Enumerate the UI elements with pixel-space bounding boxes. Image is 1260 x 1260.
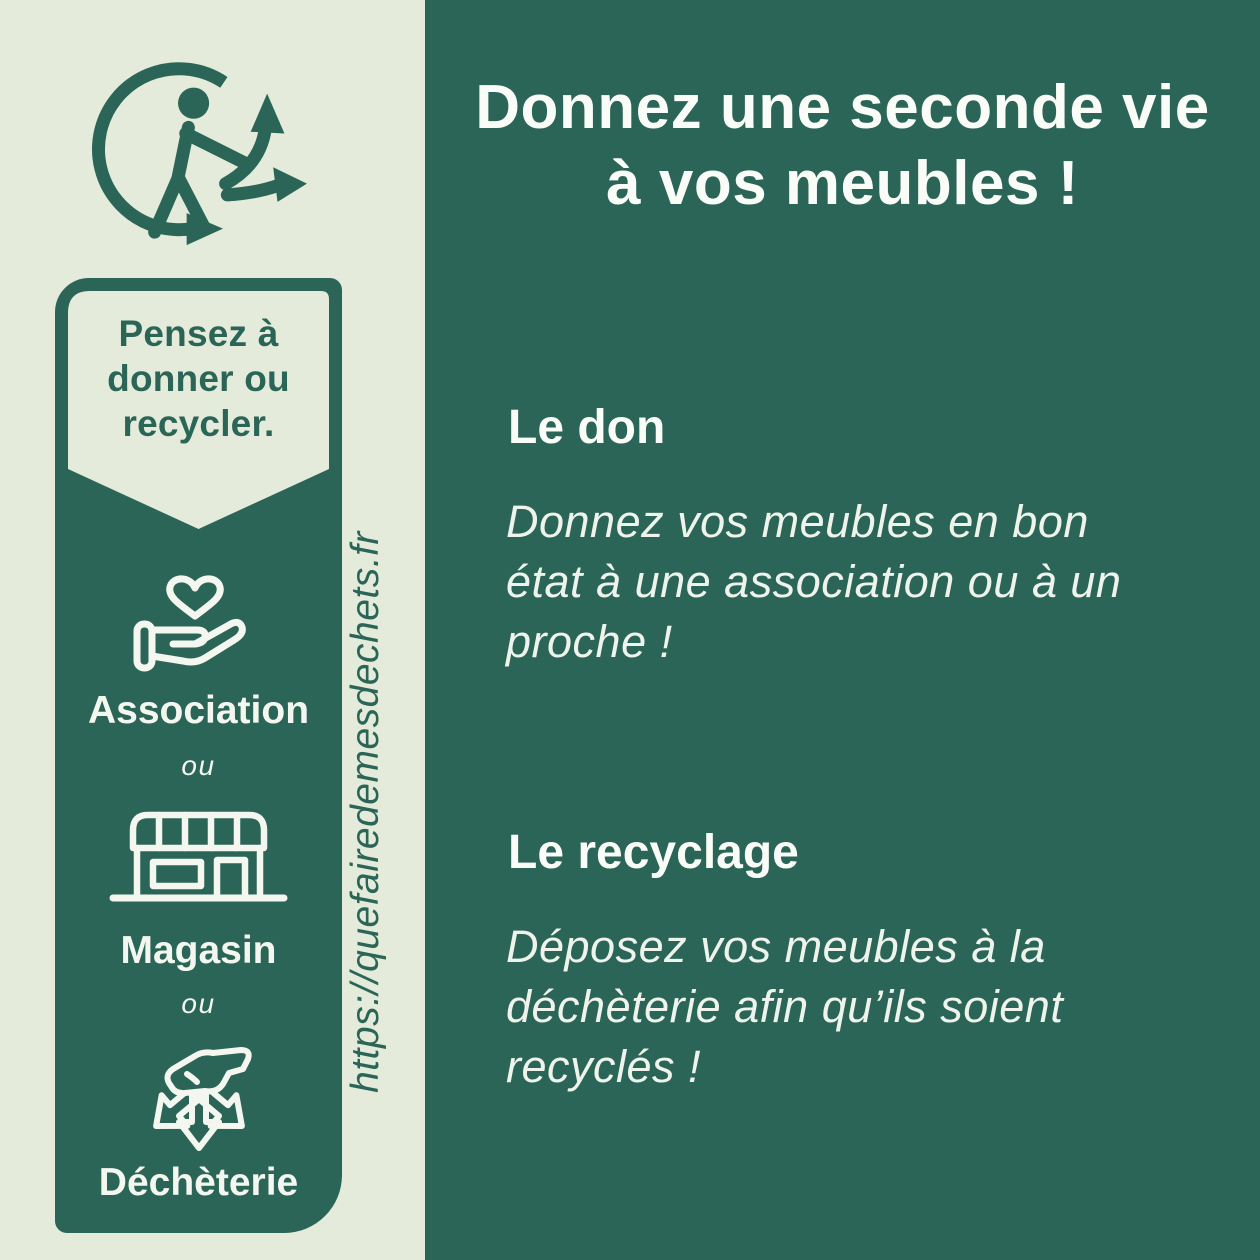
body-line: proche !: [506, 616, 673, 667]
storefront-icon: [101, 802, 296, 923]
heart-in-hand-icon: [127, 558, 263, 685]
option-label-decheterie: Déchèterie: [98, 1161, 299, 1204]
separator-ou: ou: [181, 750, 216, 781]
pennant-text: [55, 311, 342, 446]
section-body-le-recyclage: [506, 917, 1063, 1097]
pennant-line: donner ou: [107, 358, 290, 399]
hand-sorting-waste-icon: [129, 1042, 269, 1165]
body-line: déchèterie afin qu’ils soient: [506, 981, 1064, 1032]
pennant-line: Pensez à: [118, 313, 279, 354]
body-line: Déposez vos meubles à la: [506, 921, 1046, 972]
body-line: Donnez vos meubles en bon: [506, 496, 1089, 547]
section-body-le-don: [506, 492, 1121, 672]
body-line: état à une association ou à un: [506, 556, 1122, 607]
body-line: recyclés !: [506, 1041, 702, 1092]
separator-ou: ou: [181, 988, 216, 1019]
section-heading-le-don: Le don: [508, 401, 666, 454]
pennant-line: recycler.: [122, 403, 275, 444]
section-heading-le-recyclage: Le recyclage: [508, 826, 799, 879]
option-label-magasin: Magasin: [120, 929, 277, 972]
title-line: à vos meubles !: [606, 149, 1079, 218]
triman-recycling-logo: [88, 50, 313, 260]
page-title: [425, 70, 1260, 222]
right-info-panel: [425, 0, 1260, 1260]
option-label-association: Association: [87, 689, 310, 732]
title-line: Donnez une seconde vie: [475, 73, 1210, 142]
left-options-column: [55, 278, 342, 1233]
website-url-text: https://quefairedemesdechets.fr: [344, 531, 387, 1093]
triman-recycling-icon: [88, 50, 313, 255]
